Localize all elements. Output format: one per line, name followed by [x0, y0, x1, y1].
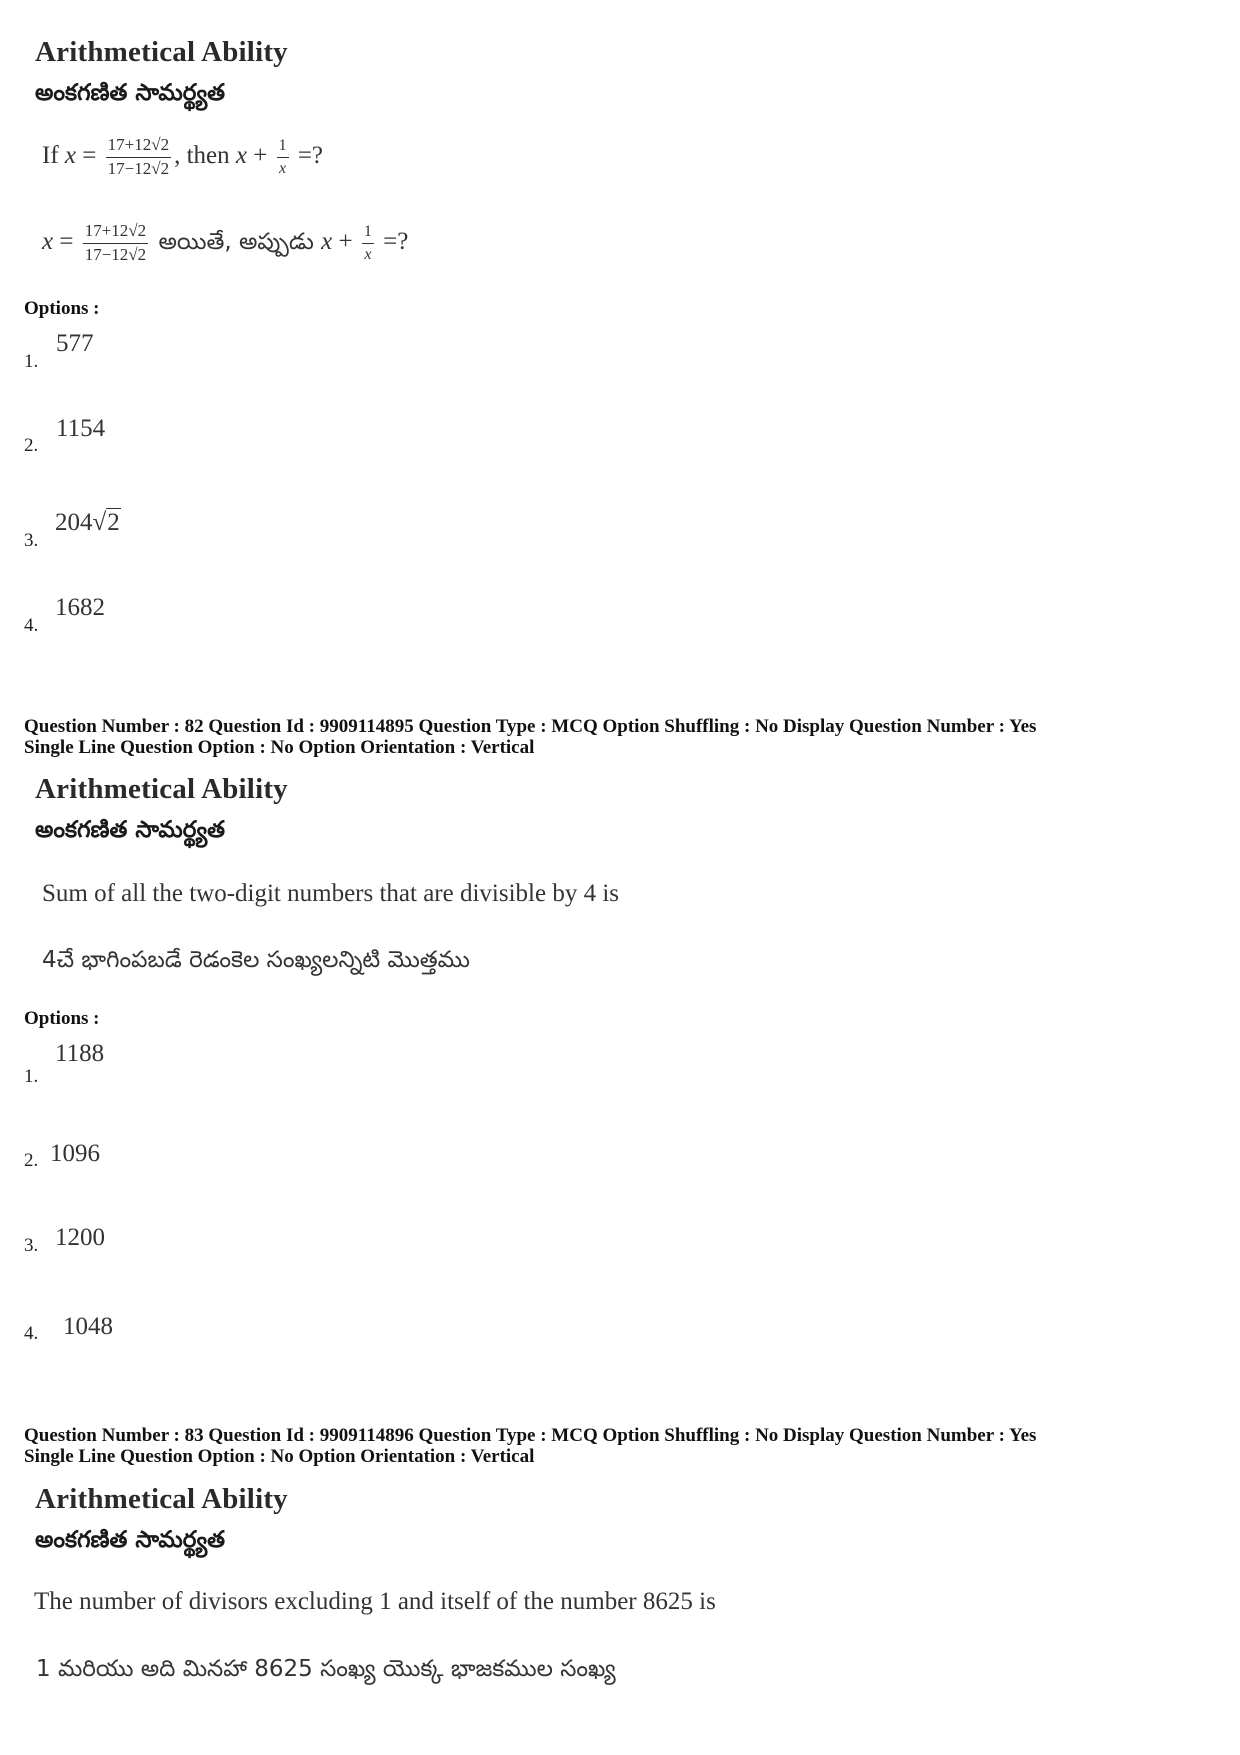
- question-text-english: Sum of all the two-digit numbers that are divisible by 4 is: [42, 880, 620, 907]
- question-meta: [24, 1425, 1036, 1467]
- section-title-telugu: అంకగణిత సామర్థ్యత: [35, 817, 226, 843]
- section-title: Arithmetical Ability: [35, 36, 288, 68]
- question-meta: [24, 716, 1036, 758]
- option-value[interactable]: 1154: [56, 415, 106, 442]
- option-value[interactable]: 1682: [55, 594, 105, 621]
- section-title: Arithmetical Ability: [35, 773, 288, 805]
- fraction: $\frac{17+12√2}{17-12√2}$: [107, 135, 170, 178]
- option-number: 4.: [24, 1323, 39, 1344]
- option-value[interactable]: 1188: [55, 1040, 105, 1067]
- section-title-telugu: అంకగణిత సామర్థ్యత: [35, 80, 226, 106]
- question-meta-line: Single Line Question Option : No Option Orientation : Vertical: [24, 737, 535, 758]
- reciprocal-fraction: $\frac{1}{x}$: [363, 223, 372, 263]
- option-value[interactable]: 1200: [55, 1224, 105, 1251]
- reciprocal-fraction: $\frac{1}{x}$: [278, 137, 287, 177]
- question-text-english: The number of divisors excluding 1 and itself of the number 8625 is: [34, 1588, 716, 1615]
- option-number: 4.: [24, 615, 39, 636]
- options-label: Options :: [24, 298, 100, 319]
- question-text-english: If x = $\frac{17+12√2}{17-12√2}$ , then x + $\frac{1}{x}$ =?: [42, 135, 324, 178]
- option-number: 1.: [24, 1066, 39, 1087]
- option-value[interactable]: 577: [56, 330, 94, 357]
- question-text-telugu: 1 మరియు అది మినహా 8625 సంఖ్య యొక్క భాజకముల సంఖ్య: [36, 1656, 616, 1682]
- options-label: Options :: [24, 1008, 100, 1029]
- section-title: Arithmetical Ability: [35, 1483, 288, 1515]
- option-number: 2.: [24, 435, 39, 456]
- section-title-telugu: అంకగణిత సామర్థ్యత: [35, 1527, 226, 1553]
- option-number: 1.: [24, 351, 39, 372]
- question-meta-line: Single Line Question Option : No Option Orientation : Vertical: [24, 1446, 535, 1467]
- option-value[interactable]: 1096: [50, 1140, 100, 1167]
- option-number: 3.: [24, 1235, 39, 1256]
- question-text-telugu: 4చే భాగింపబడే రెడంకెల సంఖ్యలన్నిటి మొత్తము: [42, 947, 470, 973]
- option-number: 2.: [24, 1150, 39, 1171]
- fraction: $\frac{17+12√2}{17-12√2}$: [84, 221, 147, 264]
- question-meta-line: Question Number : 82 Question Id : 9909114895 Question Type : MCQ Option Shuffling : No Display Question Number : Yes: [24, 716, 1037, 737]
- option-number: 3.: [24, 530, 39, 551]
- question-text-telugu: x = $\frac{17+12√2}{17-12√2}$ అయితే, అప్పుడు x + $\frac{1}{x}$ =?: [42, 221, 409, 264]
- question-meta-line: Question Number : 83 Question Id : 9909114896 Question Type : MCQ Option Shuffling : No Display Question Number : Yes: [24, 1425, 1037, 1446]
- option-value[interactable]: 1048: [63, 1313, 113, 1340]
- option-value[interactable]: 204√2: [55, 509, 120, 536]
